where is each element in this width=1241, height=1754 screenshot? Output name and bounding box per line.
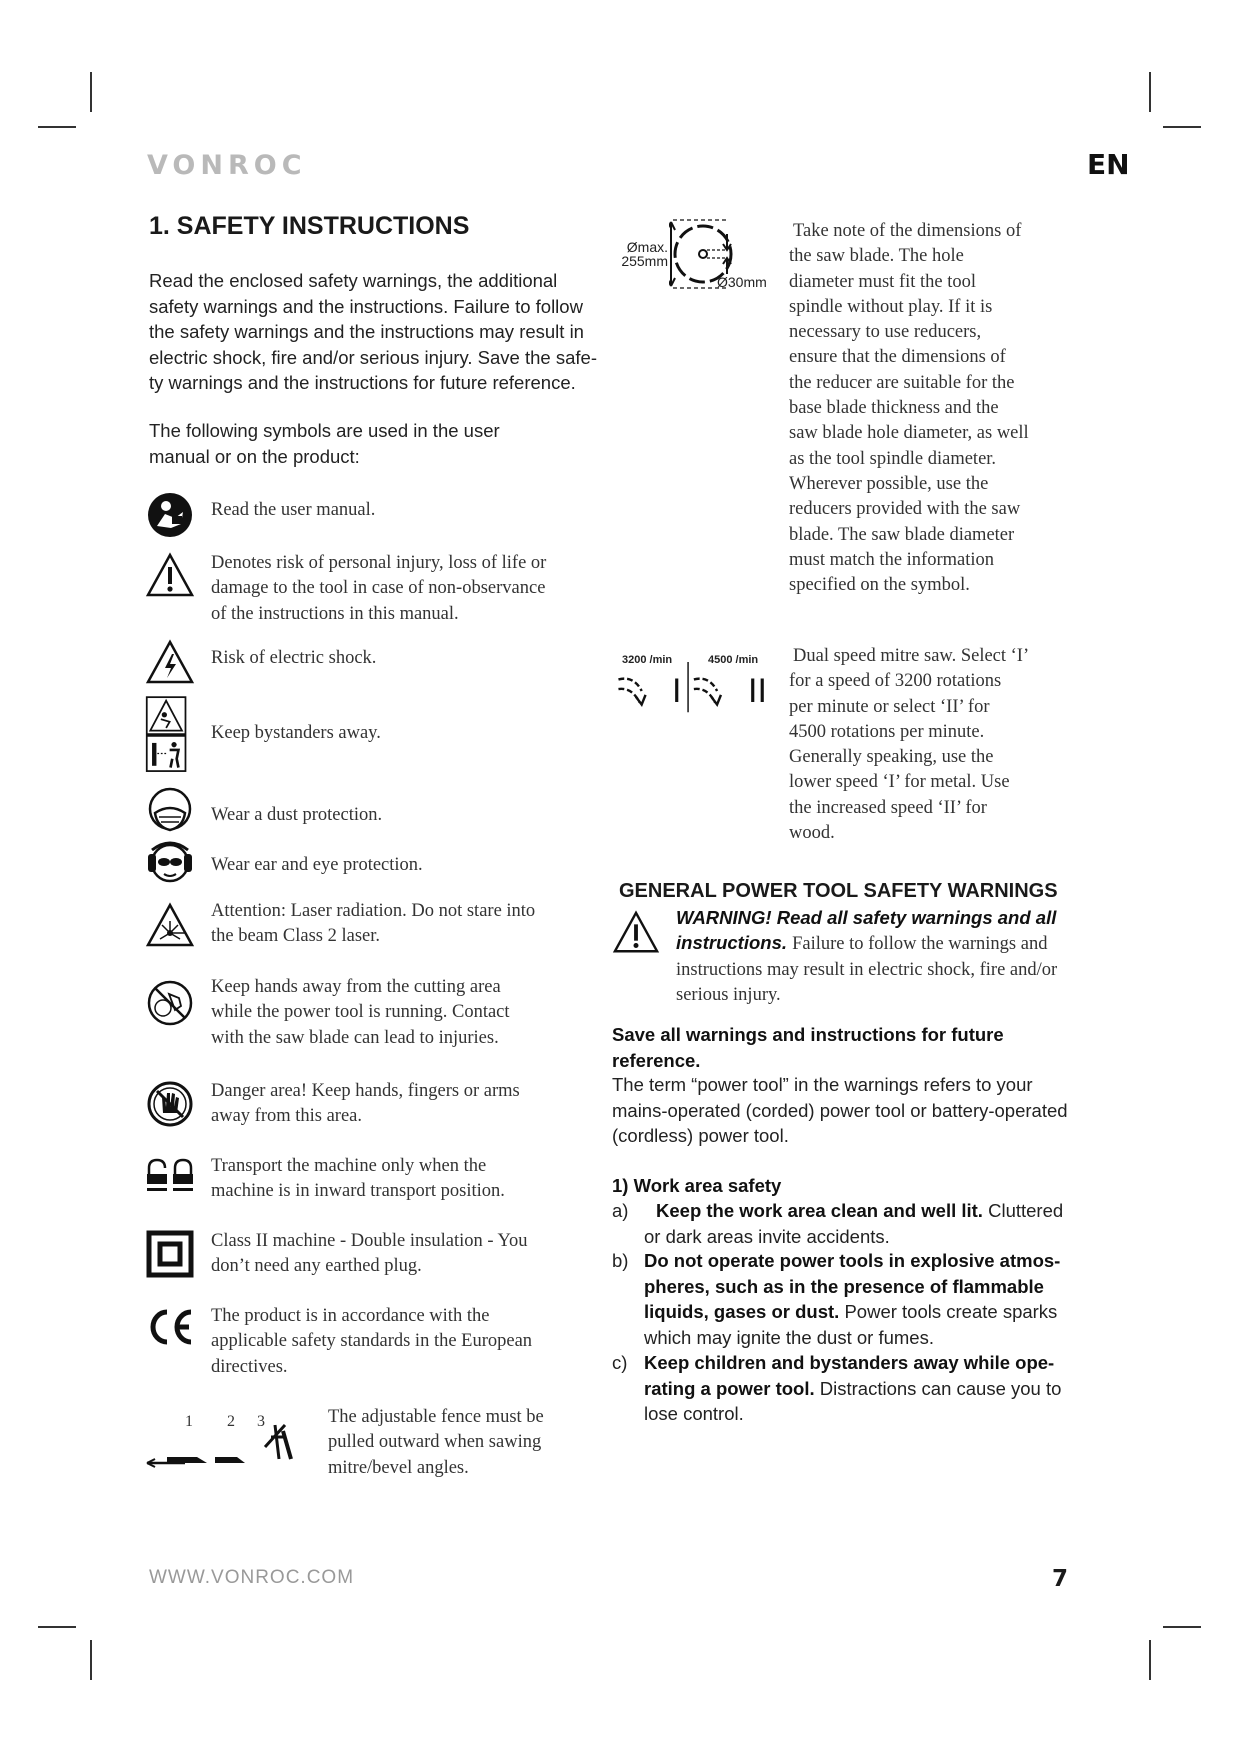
crop-mark (1149, 72, 1151, 112)
dust-mask-icon (145, 785, 195, 835)
symbol-text: Danger area! Keep hands, fingers or arms away from this area. (211, 1081, 520, 1127)
symbol-text: Risk of electric shock. (211, 648, 377, 668)
symbol-text: Class II machine - Double insulation - You don’t need any earthed plug. (211, 1231, 528, 1277)
speed-symbol (610, 650, 770, 720)
class-two-icon (145, 1229, 195, 1279)
work-item-b (612, 1248, 1082, 1348)
crop-mark (38, 126, 76, 128)
symbol-text: Transport the machine only when the machine is in inward transport position. (211, 1156, 505, 1202)
speed-1-label: 3200 /min (622, 654, 673, 666)
symbol-row-manual (145, 490, 565, 540)
work-item-a (612, 1198, 1082, 1246)
warning-icon (612, 909, 660, 957)
symbol-row-laser (145, 893, 565, 953)
speed-arrows-icon (610, 662, 770, 720)
fence-text: The adjustable fence must be pulled outward when sawing mitre/bevel angles. (328, 1407, 544, 1478)
blade-symbol (613, 218, 773, 290)
symbol-text: Keep bystanders away. (211, 723, 381, 743)
item-bold: Keep the work area clean and well lit. (656, 1200, 983, 1221)
symbol-row-class-two (145, 1223, 565, 1283)
laser-icon (145, 901, 195, 951)
electric-shock-icon (145, 638, 195, 688)
symbol-row-electric (145, 638, 565, 688)
footer-url: WWW.VONROC.COM (149, 1567, 355, 1588)
fence-icon (145, 1417, 305, 1477)
speed-text: Dual speed mitre saw. Select ‘I’ for a speed of 3200 rotations per minute or select ‘II’ for 4500 rotations per minute. Generally speaking, use the lower speed ‘I’ for metal. Use the increased speed ‘II’ for wood. (789, 646, 1028, 844)
symbol-text: Wear ear and eye protection. (211, 855, 423, 875)
blade-hole-label: Ø30mm (717, 274, 767, 290)
bystanders-icon (145, 693, 189, 777)
item-text: Power tools create sparks which may ignite the dust or fumes. (644, 1301, 1058, 1348)
item-letter: a) (612, 1200, 629, 1221)
symbol-row-ear-eye (145, 838, 565, 888)
symbol-text: Keep hands away from the cutting area while the power tool is running. Contact with the saw blade can lead to injuries. (211, 977, 510, 1048)
item-text: Cluttered or dark areas invite accidents. (644, 1200, 1064, 1247)
item-letter: c) (612, 1352, 628, 1373)
crop-mark (1149, 1640, 1151, 1680)
speed-2-label: 4500 /min (708, 654, 759, 666)
symbol-text: The product is in accordance with the applicable safety standards in the European directives. (211, 1306, 533, 1377)
general-heading: GENERAL POWER TOOL SAFETY WARNINGS (619, 880, 1058, 902)
danger-hand-icon (145, 1079, 195, 1129)
intro-paragraph: Read the enclosed safety warnings, the additional safety warnings and the instructions. Failure to follow the safety warnings and the instructions may result in electric shock, fire and/or serious injury. Save the safety warnings and the instructions for future reference. (149, 270, 597, 393)
power-tool-term: The term “power tool” in the warnings refers to your mains-operated (corded) power tool or battery-operated (cordless) power tool. (612, 1074, 1068, 1146)
crop-mark (38, 1626, 76, 1628)
symbol-text: Attention: Laser radiation. Do not stare into the beam Class 2 laser. (211, 901, 536, 947)
item-bold: Do not operate power tools in explosive atmospheres, such as in the presence of flammable liquids, gases or dust. (644, 1250, 1061, 1322)
fence-label-1: 1 (185, 1413, 193, 1430)
blade-max-label: Ømax. 255mm (621, 239, 668, 269)
item-text: Distractions can cause you to lose control. (644, 1377, 1062, 1424)
language-code: EN (1087, 148, 1130, 181)
speed-2-mark: II (748, 672, 767, 710)
symbols-intro: The following symbols are used in the user manual or on the product: (149, 420, 500, 467)
symbol-text: Denotes risk of personal injury, loss of life or damage to the tool in case of non-observance of the instructions in this manual. (211, 553, 547, 624)
page-title: 1. SAFETY INSTRUCTIONS (149, 212, 470, 240)
symbol-row-dust (145, 785, 565, 835)
warning-text: Failure to follow the warnings and instructions may result in electric shock, fire and/or serious injury. (676, 934, 1058, 1005)
fence-label-2: 2 (227, 1413, 235, 1430)
symbol-row-transport (145, 1148, 565, 1208)
crop-mark (90, 72, 92, 112)
warning-bold: WARNING! Read all safety warnings and all instructions. (676, 907, 1057, 954)
general-warning-block (612, 905, 1072, 1005)
page-number: 7 (1052, 1566, 1069, 1592)
crop-mark (1163, 1626, 1201, 1628)
brand-logo: VONROC (147, 150, 307, 181)
transport-lock-icon (145, 1154, 195, 1204)
warning-icon (145, 551, 195, 601)
fence-label-3: 3 (257, 1413, 265, 1430)
manual-icon (145, 490, 195, 540)
symbol-row-warning (145, 545, 565, 625)
work-area-heading: 1) Work area safety (612, 1175, 782, 1196)
symbol-row-ce (145, 1298, 565, 1383)
item-body (644, 1198, 1074, 1249)
ear-eye-protection-icon (145, 838, 195, 888)
crop-mark (1163, 126, 1201, 128)
symbol-row-hands-away (145, 970, 565, 1055)
work-item-c (612, 1350, 1082, 1425)
symbol-row-bystanders (145, 693, 565, 778)
ce-mark-icon (145, 1302, 195, 1352)
save-warnings: Save all warnings and instructions for future reference. (612, 1024, 1004, 1071)
item-body (644, 1248, 1069, 1350)
item-bold: Keep children and bystanders away while operating a power tool. (644, 1352, 1055, 1399)
item-letter: b) (612, 1250, 629, 1271)
hands-away-icon (145, 978, 195, 1028)
blade-text: Take note of the dimensions of the saw blade. The hole diameter must fit the tool spindle without play. If it is necessary to use reducers, ensure that the dimensions of the reducer are suitable for the base blade thickness and the saw blade hole diameter, as well as the tool spindle diameter. Wherever possible, use the reducers provided with the saw blade. The saw blade diameter must match the information specified on the symbol. (789, 221, 1029, 596)
symbol-text: Read the user manual. (211, 500, 376, 520)
crop-mark (90, 1640, 92, 1680)
speed-1-mark: I (672, 672, 682, 710)
item-body (644, 1350, 1069, 1427)
general-warning-text (676, 905, 1076, 1008)
fence-symbol-row (145, 1405, 565, 1495)
symbol-row-danger-hand (145, 1073, 565, 1133)
symbol-text: Wear a dust protection. (211, 805, 383, 825)
